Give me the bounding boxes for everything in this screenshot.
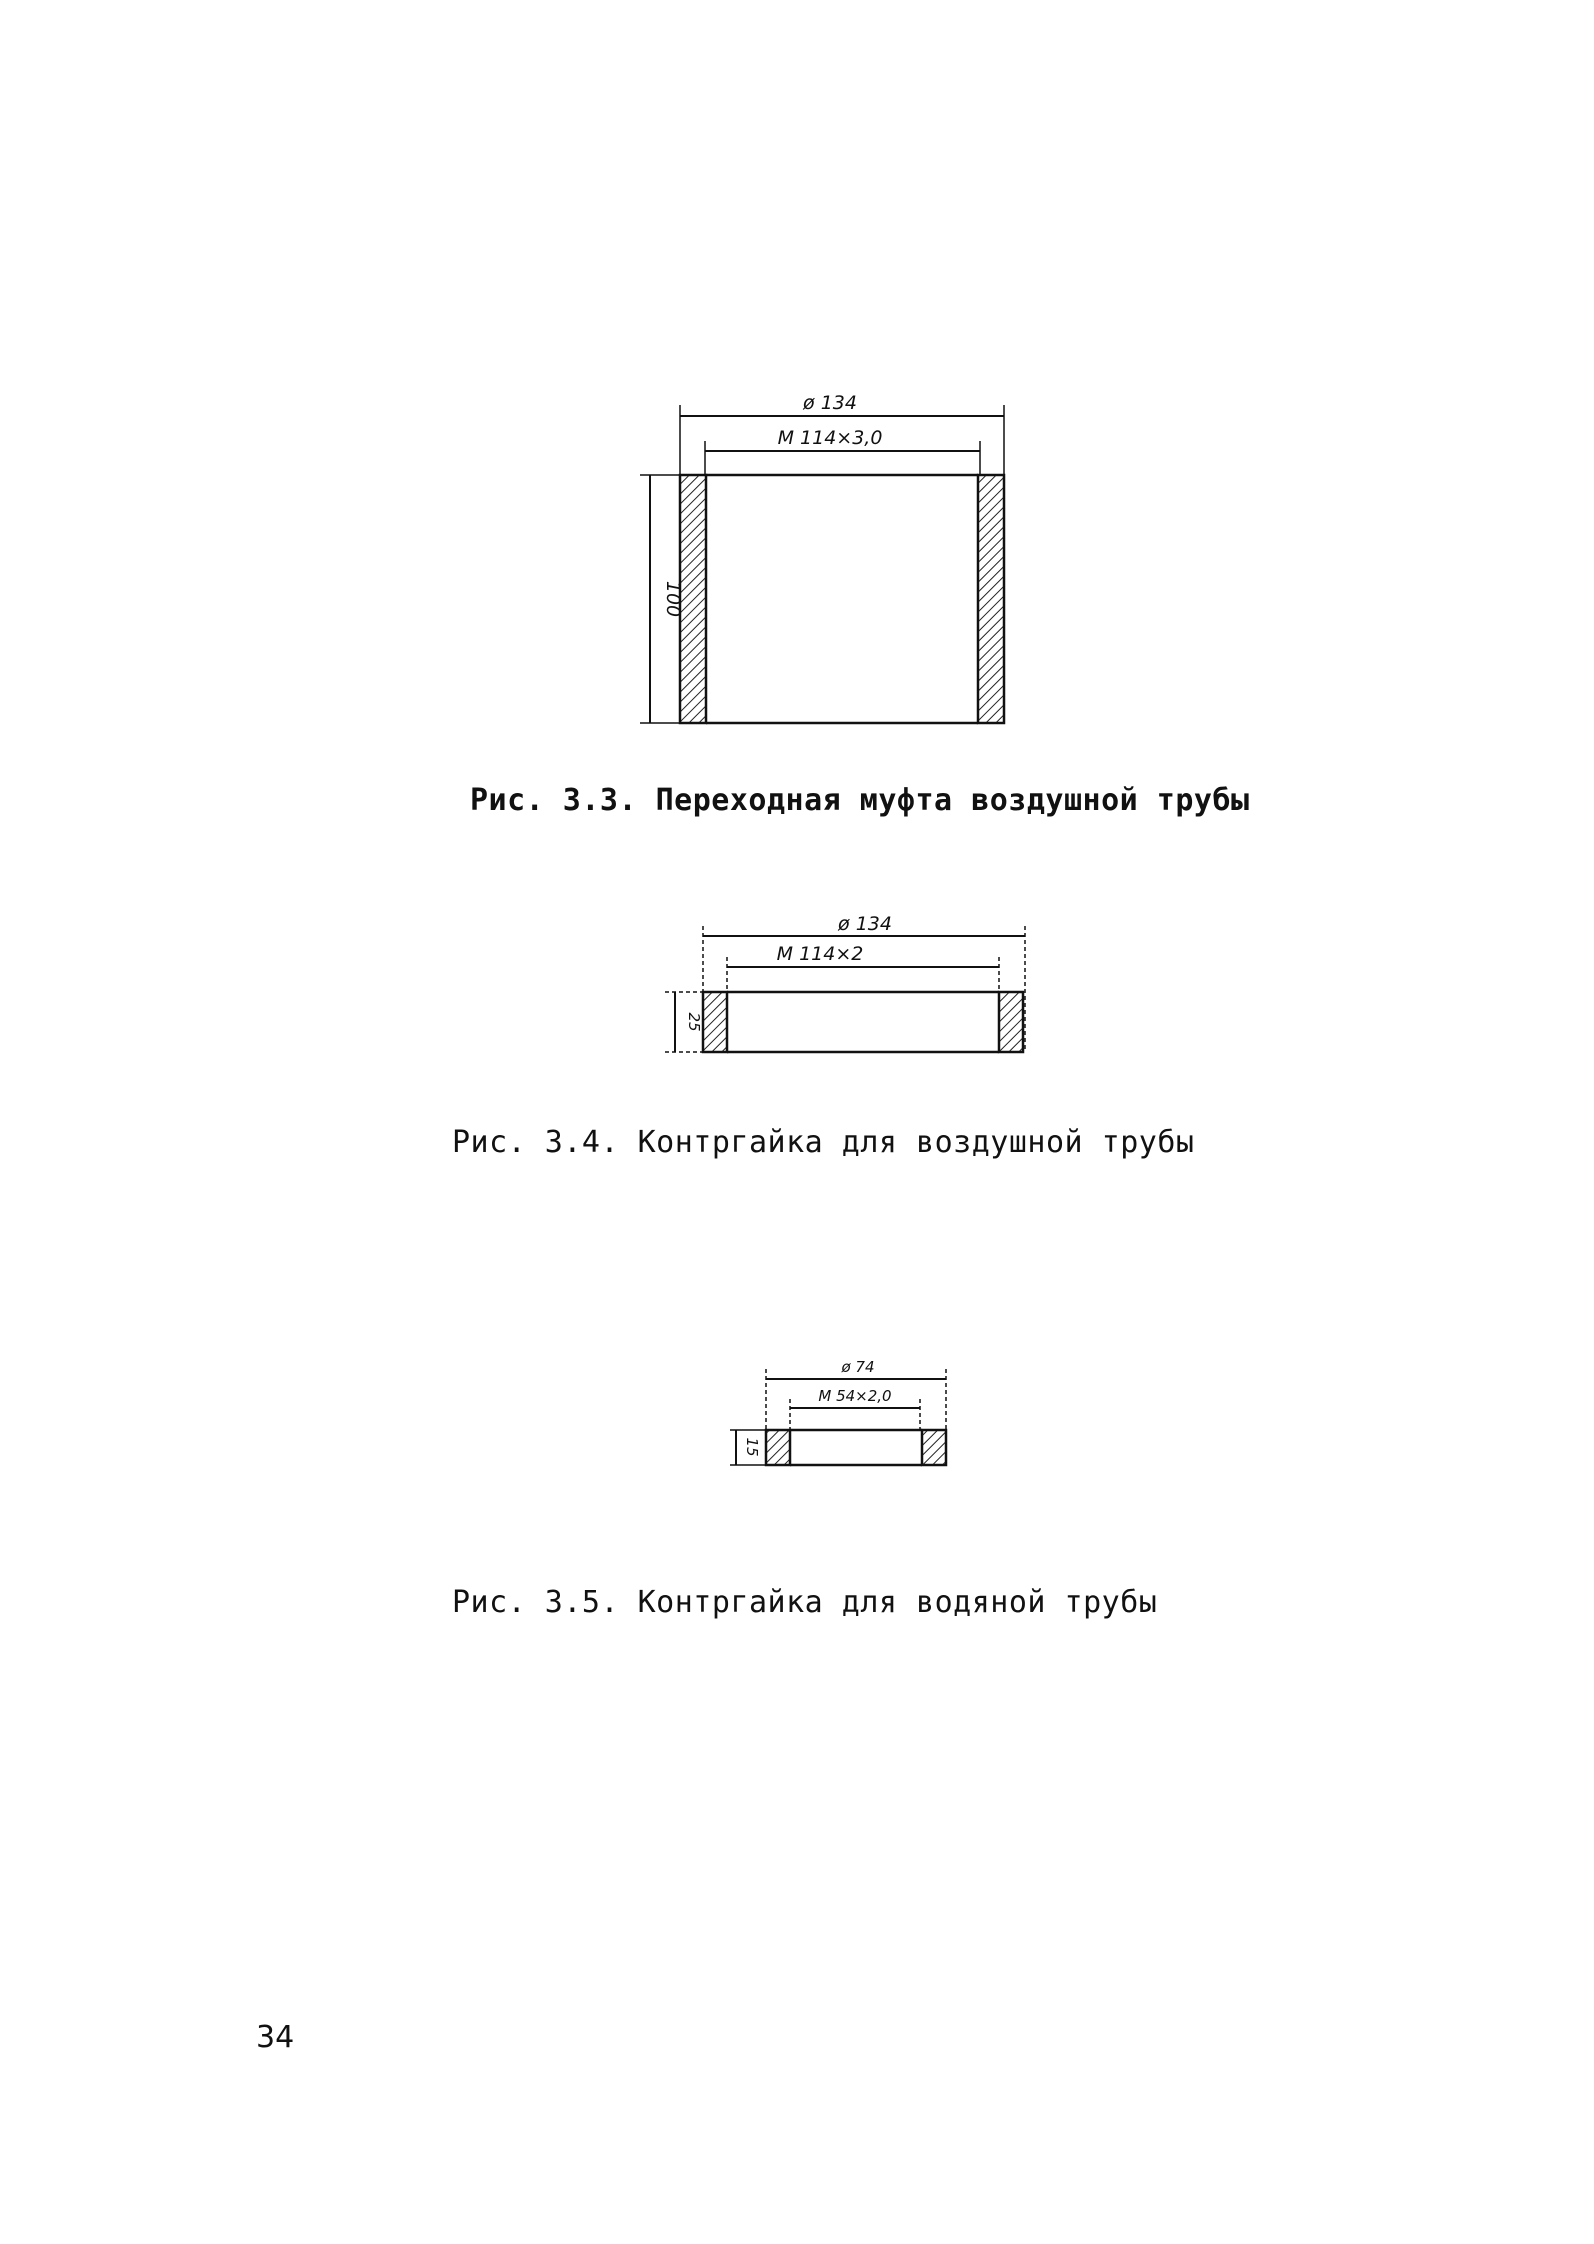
locknut-right-wall [922, 1430, 946, 1465]
outer-diameter-label: ø 134 [803, 392, 857, 414]
coupling-right-wall [978, 475, 1004, 723]
outer-diameter-label: ø 74 [841, 1358, 875, 1376]
water-locknut-drawing [730, 1350, 950, 1470]
height-label: 25 [685, 1012, 703, 1032]
figure-3-3-drawing [640, 392, 1020, 735]
thread-label: М 114×2 [776, 943, 864, 965]
figure-3-5-caption: Рис. 3.5. Контргайка для водяной трубы [452, 1585, 1158, 1620]
figure-3-4-caption: Рис. 3.4. Контргайка для воздушной трубы [452, 1125, 1195, 1160]
page-number: 34 [256, 2020, 295, 2055]
air-locknut-drawing [665, 910, 1045, 1060]
thread-label: М 114×3,0 [777, 427, 883, 449]
locknut-right-wall [999, 992, 1023, 1052]
figure-3-5-drawing [730, 1350, 950, 1470]
height-label: 15 [743, 1437, 761, 1457]
height-label: 100 [662, 580, 684, 618]
thread-label: М 54×2,0 [818, 1387, 892, 1405]
figure-3-3-caption: Рис. 3.3. Переходная муфта воздушной трубы [470, 783, 1250, 818]
figure-3-4-drawing [665, 910, 1045, 1060]
locknut-left-wall [766, 1430, 790, 1465]
outer-diameter-label: ø 134 [838, 913, 892, 935]
coupling-drawing [640, 392, 1020, 735]
locknut-left-wall [703, 992, 727, 1052]
